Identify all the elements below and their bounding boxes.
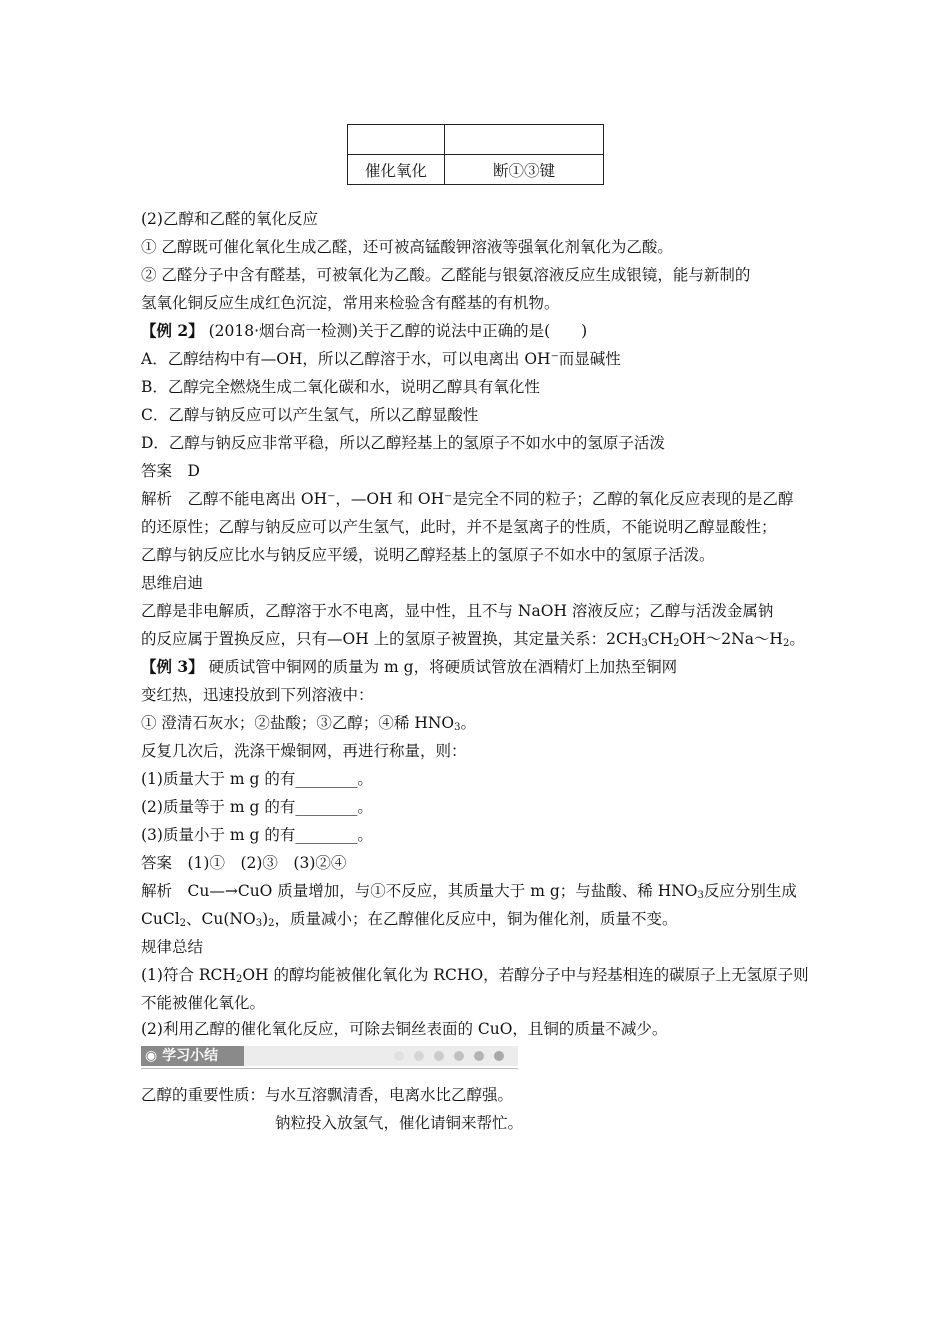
- analysis-line: 解析 乙醇不能电离出 OH⁻，—OH 和 OH⁻是完全不同的粒子；乙醇的氧化反应表现的是乙醇: [141, 490, 794, 508]
- table-cell: [348, 125, 445, 155]
- analysis-line: 乙醇与钠反应比水与钠反应平缓，说明乙醇羟基上的氢原子不如水中的氢原子活泼。: [141, 546, 715, 564]
- analysis-line: 的还原性；乙醇与钠反应可以产生氢气，此时，并不是氢离子的性质，不能说明乙醇显酸性；: [141, 518, 777, 536]
- text-span: 反应分别生成: [703, 882, 797, 900]
- section-heading: (2)乙醇和乙醛的氧化反应: [141, 210, 318, 228]
- text-span: 解析 Cu—→CuO 质量增加，与①不反应，其质量大于 m g；与盐酸、稀 HNO: [141, 882, 698, 900]
- text-span: CH: [647, 630, 674, 648]
- text-span: (1)符合 RCH: [141, 966, 236, 984]
- table-row: [348, 125, 604, 155]
- text-span: 、Cu(NO: [186, 910, 256, 928]
- option-c: C．乙醇与钠反应可以产生氢气，所以乙醇显酸性: [141, 406, 479, 424]
- text-span: 的反应属于置换反应，只有—OH 上的氢原子被置换，其定量关系：2CH: [141, 630, 642, 648]
- sub-question: (3)质量小于 m g 的有________。: [141, 826, 373, 844]
- insight-line: 乙醇是非电解质，乙醇溶于水不电离，显中性，且不与 NaOH 溶液反应；乙醇与活泼金属钠: [141, 602, 774, 620]
- text-line: ② 乙醛分子中含有醛基，可被氧化为乙酸。乙醛能与银氨溶液反应生成银镜，能与新制的: [141, 266, 751, 284]
- subscript: 3: [641, 638, 648, 649]
- answer-line: 答案 (1)① (2)③ (3)②④: [141, 854, 347, 872]
- subscript: 3: [255, 918, 263, 929]
- option-d: D．乙醇与钠反应非常平稳，所以乙醇羟基上的氢原子不如水中的氢原子活泼: [141, 434, 665, 452]
- insight-heading: 思维启迪: [141, 574, 204, 592]
- rule-line: (2)利用乙醇的催化氧化反应，可除去铜丝表面的 CuO，且铜的质量不减少。: [141, 1020, 668, 1038]
- analysis-line: [141, 908, 678, 935]
- reaction-table: [347, 124, 604, 185]
- text-span: ): [262, 910, 269, 928]
- example-tag: 【例 2】: [141, 321, 204, 340]
- option-a: A．乙醇结构中有—OH，所以乙醇溶于水，可以电离出 OH⁻而显碱性: [141, 350, 621, 368]
- summary-line: 钠粒投入放氢气，催化请铜来帮忙。: [275, 1114, 524, 1132]
- subscript: 2: [179, 918, 187, 929]
- question-text: (2018·烟台高一检测)关于乙醇的说法中正确的是( ): [203, 322, 588, 340]
- dot-icon: [394, 1051, 404, 1061]
- text-line: 变红热，迅速投放到下列溶液中：: [141, 686, 374, 704]
- table-cell: 断①③键: [445, 155, 604, 185]
- divider: [141, 1068, 518, 1069]
- banner-title: ◉ 学习小结: [141, 1046, 244, 1066]
- text-span: CuCl: [141, 910, 180, 928]
- subscript: 3: [454, 722, 461, 733]
- text-line: 氢氧化铜反应生成红色沉淀，常用来检验含有醛基的有机物。: [141, 294, 560, 312]
- dot-icon: [434, 1051, 444, 1061]
- summary-banner: [141, 1046, 518, 1066]
- subscript: 2: [782, 638, 790, 649]
- analysis-line: [141, 880, 797, 907]
- subscript: 2: [268, 918, 275, 929]
- text-span: ① 澄清石灰水；②盐酸；③乙醇；④稀 HNO: [141, 714, 455, 732]
- rule-line: [141, 964, 809, 991]
- option-b: B．乙醇完全燃烧生成二氧化碳和水，说明乙醇具有氧化性: [141, 378, 540, 396]
- dot-icon: [494, 1051, 504, 1061]
- text-span: 。: [460, 714, 477, 732]
- rule-line: 不能被催化氧化。: [141, 994, 266, 1012]
- dot-icon: [414, 1051, 424, 1061]
- example-tag: 【例 3】: [141, 657, 204, 676]
- example-2-question: [141, 320, 587, 342]
- subscript: 3: [697, 890, 704, 901]
- rule-heading: 规律总结: [141, 938, 204, 956]
- text-span: 。: [789, 630, 805, 648]
- subscript: 2: [235, 974, 243, 985]
- example-3-question: [141, 656, 677, 678]
- text-span: ，质量减小；在乙醇催化反应中，铜为催化剂，质量不变。: [274, 910, 678, 928]
- dot-icon: [454, 1051, 464, 1061]
- insight-line: [141, 628, 805, 655]
- table-row: [348, 155, 604, 185]
- question-text: 硬质试管中铜网的质量为 m g，将硬质试管放在酒精灯上加热至铜网: [203, 658, 678, 676]
- sub-question: (1)质量大于 m g 的有________。: [141, 770, 373, 788]
- summary-line: 乙醇的重要性质：与水互溶飘清香，电离水比乙醇强。: [141, 1086, 514, 1104]
- table-cell: [445, 125, 604, 155]
- banner-bar: [244, 1046, 518, 1066]
- subscript: 2: [673, 638, 680, 649]
- dot-icon: [474, 1051, 484, 1061]
- sub-question: (2)质量等于 m g 的有________。: [141, 798, 373, 816]
- text-span: OH～2Na～H: [679, 630, 783, 648]
- text-span: OH 的醇均能被催化氧化为 RCHO，若醇分子中与羟基相连的碳原子上无氢原子则: [242, 966, 809, 984]
- text-line: [141, 712, 476, 739]
- text-line: 反复几次后，洗涤干燥铜网，再进行称量，则：: [141, 742, 467, 760]
- table-cell: 催化氧化: [348, 155, 445, 185]
- text-line: ① 乙醇既可催化氧化生成乙醛，还可被高锰酸钾溶液等强氧化剂氧化为乙酸。: [141, 238, 673, 256]
- answer-line: 答案 D: [141, 462, 200, 480]
